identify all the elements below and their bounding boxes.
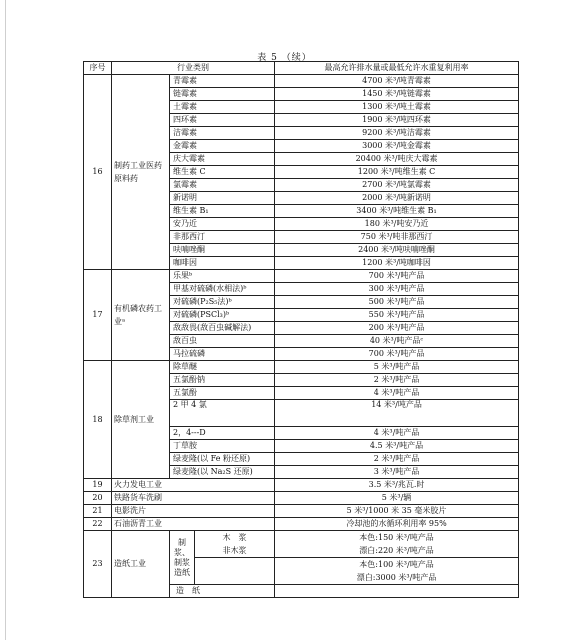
limit-value: 3 米³/吨产品 — [275, 466, 519, 479]
limit-value: 550 米³/吨产品 — [275, 309, 519, 322]
limit-value: 750 米³/吨非那西汀 — [275, 231, 519, 244]
header-industry: 行业类别 — [112, 62, 275, 75]
industry-name: 制药工业医药原料药 — [112, 75, 170, 270]
paper-value-blank — [275, 585, 519, 598]
sub-category: 五氯酚钠 — [170, 374, 275, 387]
limit-value: 9200 米³/吨洁霉素 — [275, 127, 519, 140]
sub-category: 青霉素 — [170, 75, 275, 88]
limit-value: 3000 米³/吨金霉素 — [275, 140, 519, 153]
sub-category: 乐果ᵇ — [170, 270, 275, 283]
sub-category: 2，4---D — [170, 427, 275, 440]
industry-name: 铁路货车洗刷 — [112, 492, 275, 505]
limit-value: 1200 米³/吨咖啡因 — [275, 257, 519, 270]
limit-value: 5 米³/1000 米 35 毫米胶片 — [275, 505, 519, 518]
limit-value: 40 米³/吨产品ᶜ — [275, 335, 519, 348]
limit-value: 2000 米³/吨新诺明 — [275, 192, 519, 205]
table-row — [84, 479, 519, 492]
discharge-table — [83, 61, 519, 598]
industry-name: 火力发电工业 — [112, 479, 275, 492]
sub-category: 维生素 C — [170, 166, 275, 179]
sub-category: 2 甲 4 氯 — [170, 400, 275, 427]
sub-category: 金霉素 — [170, 140, 275, 153]
page-edge — [5, 0, 6, 640]
limit-value: 5 米³/吨产品 — [275, 361, 519, 374]
industry-name: 除草剂工业 — [112, 361, 170, 479]
industry-name: 有机磷农药工业ᵃ — [112, 270, 170, 361]
row-number: 21 — [84, 505, 112, 518]
limit-value: 4 米³/吨产品 — [275, 387, 519, 400]
limit-value: 5 米³/辆 — [275, 492, 519, 505]
sub-category: 对硫磷(PSCl₃)ᵇ — [170, 309, 275, 322]
limit-value: 3400 米³/吨维生素 B₁ — [275, 205, 519, 218]
table-row — [84, 505, 519, 518]
limit-value: 2400 米³/吨呋喃唑酮 — [275, 244, 519, 257]
sub-category: 绿麦隆(以 Na₂S 还原) — [170, 466, 275, 479]
table-body — [84, 75, 519, 598]
limit-value: 200 米³/吨产品 — [275, 322, 519, 335]
row-number: 16 — [84, 75, 112, 270]
industry-name: 石油沥青工业 — [112, 518, 275, 531]
wood-native-value: 本色:150 米³/吨产品 — [359, 533, 434, 542]
sub-category: 敌百虫 — [170, 335, 275, 348]
row-number: 18 — [84, 361, 112, 479]
table-caption: 表 5 （续） — [257, 53, 312, 63]
row-number: 22 — [84, 518, 112, 531]
industry-name: 电影洗片 — [112, 505, 275, 518]
header-limit: 最高允许排水量或最低允许水重复利用率 — [275, 62, 519, 75]
row-number: 19 — [84, 479, 112, 492]
table-row — [84, 361, 519, 374]
sub-category: 咖啡因 — [170, 257, 275, 270]
limit-value: 1450 米³/吨链霉素 — [275, 88, 519, 101]
sub-category: 对硫磷(P₂S₅法)ᵇ — [170, 296, 275, 309]
pulp-category: 制浆、制浆造纸 — [170, 531, 195, 585]
industry-name: 造纸工业 — [112, 531, 170, 598]
limit-value: 4.5 米³/吨产品 — [275, 440, 519, 453]
limit-value: 4 米³/吨产品 — [275, 427, 519, 440]
sub-category: 丁草胺 — [170, 440, 275, 453]
limit-value: 20400 米³/吨庆大霉素 — [275, 153, 519, 166]
limit-value: 180 米³/吨安乃近 — [275, 218, 519, 231]
limit-value: 2 米³/吨产品 — [275, 374, 519, 387]
header-no: 序号 — [84, 62, 112, 75]
limit-value: 3.5 米³/兆瓦.时 — [275, 479, 519, 492]
table-row — [84, 492, 519, 505]
limit-value: 14 米³/吨产品 — [275, 400, 519, 427]
pulp-types-blank — [195, 558, 275, 585]
pulp-types — [195, 531, 275, 558]
table-row — [84, 270, 519, 283]
sub-category: 链霉素 — [170, 88, 275, 101]
limit-value: 2 米³/吨产品 — [275, 453, 519, 466]
paper-category: 造 纸 — [170, 585, 275, 598]
limit-value: 1900 米³/吨四环素 — [275, 114, 519, 127]
sub-category: 庆大霉素 — [170, 153, 275, 166]
limit-value: 2700 米³/吨氯霉素 — [275, 179, 519, 192]
row-number: 17 — [84, 270, 112, 361]
limit-value: 700 米³/吨产品 — [275, 348, 519, 361]
wood-pulp-values — [275, 531, 519, 558]
nonwood-native-value: 本色:100 米³/吨产品 — [359, 560, 434, 569]
limit-value: 700 米³/吨产品 — [275, 270, 519, 283]
sub-category: 新诺明 — [170, 192, 275, 205]
table-header-row — [84, 62, 519, 75]
wood-bleach-value: 漂白:220 米³/吨产品 — [359, 546, 434, 555]
sub-category: 甲基对硫磷(水相法)ᵇ — [170, 283, 275, 296]
nonwood-pulp-label: 非木浆 — [222, 546, 247, 555]
sub-category: 除草醚 — [170, 361, 275, 374]
limit-value: 500 米³/吨产品 — [275, 296, 519, 309]
nonwood-bleach-value: 漂白:3000 米³/吨产品 — [356, 573, 437, 582]
row-number: 20 — [84, 492, 112, 505]
sub-category: 绿麦隆(以 Fe 粉还原) — [170, 453, 275, 466]
limit-value: 冷却池的水循环利用率 95% — [275, 518, 519, 531]
sub-category: 氯霉素 — [170, 179, 275, 192]
table-row — [84, 531, 519, 558]
sub-category: 马拉硫磷 — [170, 348, 275, 361]
sub-category: 非那西汀 — [170, 231, 275, 244]
wood-pulp-label: 木 浆 — [222, 533, 247, 542]
sub-category: 敌敌畏(敌百虫碱解法) — [170, 322, 275, 335]
limit-value: 300 米³/吨产品 — [275, 283, 519, 296]
limit-value: 1200 米³/吨维生素 C — [275, 166, 519, 179]
sub-category: 土霉素 — [170, 101, 275, 114]
nonwood-pulp-values — [275, 558, 519, 585]
limit-value: 4700 米³/吨青霉素 — [275, 75, 519, 88]
limit-value: 1300 米³/吨土霉素 — [275, 101, 519, 114]
sub-category: 维生素 B₁ — [170, 205, 275, 218]
sub-category: 五氯酚 — [170, 387, 275, 400]
sub-category: 安乃近 — [170, 218, 275, 231]
sub-category: 呋喃唑酮 — [170, 244, 275, 257]
table-row — [84, 518, 519, 531]
sub-category: 四环素 — [170, 114, 275, 127]
table-row — [84, 75, 519, 88]
row-number: 23 — [84, 531, 112, 598]
sub-category: 洁霉素 — [170, 127, 275, 140]
